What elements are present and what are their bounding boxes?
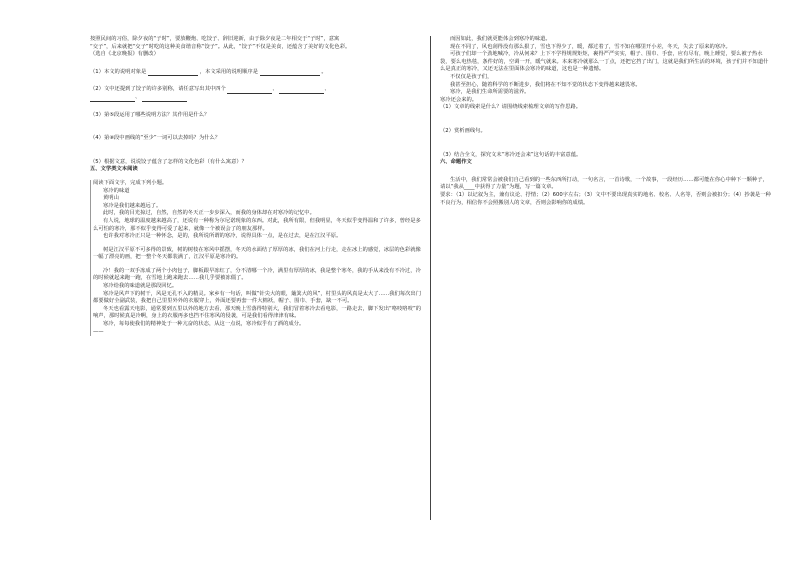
section-5-heading: 五、文学类文本阅读 bbox=[90, 166, 138, 173]
article-paragraph: 寒冷还会来的。 bbox=[440, 96, 478, 103]
article-author: 黄明山 bbox=[103, 195, 119, 202]
article-paragraph: 我甚至担心，随着科学的不断进步，我们将在不知不觉的状态下变得越来越畏寒。 bbox=[450, 81, 641, 88]
question-2: （2）文中还提到了饺子的许多别称，请任意写出其中四个 、 、 bbox=[90, 86, 330, 93]
article-paragraph: 寒冷是风声下的树干，风是无孔不入的精灵。家乡有一句话，叫做“针尖大的眼，簸箕大的风”，村里头的风真是太大了……我们每次出门都要做好全副武装，我把自己里里外外的衣服穿上，外面还要再套一件大棉袄，帽子、围巾、手套，缺一不可。 bbox=[93, 290, 422, 305]
intro-line-2: “交子”，后来就把“交子”时吃的这种美食谐音称“饺子”。从此，“饺子”不仅是美食，还蕴含了美好的文化色彩。 bbox=[90, 43, 351, 50]
article-paragraph: 不仅仅是孩子们， bbox=[450, 73, 493, 80]
article-paragraph: 可孩子们却一个劲地喊冷，冷从何来？上下不学得规规矩矩，裹得严严实实，帽子、围巾、手套，应有尽有，晚上睡觉，要么被子热水袋，要么电热毯，条件好的，空调一开，暖气就来。本来寒冷就那么一丁点，还把它挡了出门，这就是我们所生活的环境，孩子们并不知道什么是真正的寒冷，又还无法在里面体会寒冷的味道，这也是一种遗憾。 bbox=[440, 51, 769, 73]
source-note: （选自《北京晚报》有删改） bbox=[90, 51, 159, 58]
question-r3: （3）结合全文，探究文末“寒冷还会来”这句话的丰富意蕴。 bbox=[440, 151, 582, 158]
answer-blank[interactable] bbox=[142, 95, 187, 102]
answer-blank[interactable] bbox=[90, 95, 135, 102]
article-paragraph: 冷！我的一双手冻成了两个小肉包子，脚板跟早冻红了，分不清哪一个冷，满里有厚厚的冰，我是整个寒冬，我的手从来没有不冷过，冷的时候就起来跑一跑，在雪地上跑来跑去……我几乎要被冻僵了。 bbox=[93, 267, 421, 282]
article-paragraph: 寒冷是我们越来越远了。 bbox=[103, 202, 162, 209]
article-title: 寒冷的味道 bbox=[103, 187, 130, 194]
footer-mark: —— bbox=[93, 328, 104, 335]
answer-blank[interactable] bbox=[148, 69, 198, 76]
article-paragraph: 有人说，地球的温度越来越高了，还说有一种称为尔尼诺现象的东西。对此，我所有限，但我明显，冬天似乎变得温和了许多，曾经是多么可怕的寒冷，那不似乎变得可爱了起来，就像一个被误会了的朋友那样。 bbox=[93, 217, 421, 232]
essay-prompt: 生活中，我们常常会被我们自己看到的一些东西所打动，一句名言，一首诗歌，一个故事，一段经历……都可能在你心中种下一颗种子，请以“我从____中获得了力量”为题，写一篇文章。 bbox=[440, 176, 768, 191]
article-paragraph: 也许我对寒冷正只是一种怀念，是的，我所说所谓的寒冷，说得具体一点，是在过去，是在江汉平原。 bbox=[103, 233, 342, 240]
article-paragraph: 而因如此，我们就更能体会到寒冷的味道。 bbox=[450, 36, 551, 42]
left-column bbox=[90, 36, 423, 336]
article-paragraph: 现在不同了，风也刮得没有那么狠了，雪也下得少了，暖，都过着了，雪不知在哪里开小差，冬天，失去了原来的寒冷。 bbox=[450, 43, 731, 50]
article-paragraph: 树是江汉平原不可多得的景致，树的树枝在寒风中摇摆，冬天的水面结了厚厚的冰，我们在河上行走，走在冰上的感觉，冰层的色彩就像一幅了漂亮的画，把一整个冬天都装满了，江汉平原是寒冷的。 bbox=[93, 246, 421, 261]
section-6-heading: 六、命题作文 bbox=[440, 159, 472, 166]
article-paragraph: 冬天也看露天电影，通常要到五里以外的地方去看，那天晚上雪落得特别大，我们冒着寒冷去看电影，一路走去，脚下发出“咯吱咯吱”的响声，那时候真是冷啊，身上的衣服再多也挡不住寒风的侵袭，可是我们看得津津有味。 bbox=[93, 305, 422, 320]
article-paragraph: 寒冷，每每使我们的精神处于一种亢奋的状态，从这一点说，寒冷似乎有了酒的成分。 bbox=[103, 321, 305, 328]
question-5: （5）根据文意，说说饺子蕴含了怎样的文化色彩（有什么寓意）？ bbox=[90, 158, 247, 165]
question-r2: （2）赏析画线句。 bbox=[440, 127, 486, 134]
question-r1: （1）文章的线索是什么？请围绕线索梳理文章的写作思路。 bbox=[440, 104, 582, 111]
question-1: （1）本文的说明对象是 ，本文采用的说明顺序是 。 bbox=[90, 68, 327, 75]
question-2-line-2: 、 bbox=[90, 94, 423, 102]
reading-passage bbox=[90, 180, 423, 336]
article-paragraph: 寒冷给我的味道就是那段回忆。 bbox=[103, 283, 178, 290]
question-4: （4）第⑧段中画线的“至少”一词可以去掉吗？为什么？ bbox=[90, 135, 221, 142]
reading-prompt: 阅读下面文字，完成下列小题。 bbox=[93, 179, 168, 186]
answer-blank[interactable] bbox=[279, 87, 324, 94]
column-divider bbox=[430, 36, 431, 520]
article-paragraph: 寒冷，是我们生命所需要的滋养。 bbox=[450, 89, 530, 96]
answer-blank[interactable] bbox=[227, 87, 272, 94]
question-3: （3）第⑤段运用了哪些说明方法？其作用是什么？ bbox=[90, 111, 210, 118]
intro-line-1: 按照民间的习俗，除夕夜的“子时”，要放鞭炮、吃饺子、辞旧迎新，由于除夕夜是二年相交于“子时”，意寓 bbox=[90, 36, 340, 42]
right-column bbox=[440, 36, 772, 207]
essay-requirements: 要求：（1）以记叙为主，兼有议论、抒情；（2）600字左右；（3）文中不要出现真实的地名、校名、人名等，否则会被扣分；（4）抄袭是一种不良行为，相信你不会照搬别人的文章，否则会影响你的成绩。 bbox=[440, 191, 771, 206]
article-paragraph: 此时，我的目光掠过，自然，自然的冬天正一步步深入，而我的身体却在对寒冷的记忆中。 bbox=[103, 210, 315, 217]
answer-blank[interactable] bbox=[260, 69, 320, 76]
